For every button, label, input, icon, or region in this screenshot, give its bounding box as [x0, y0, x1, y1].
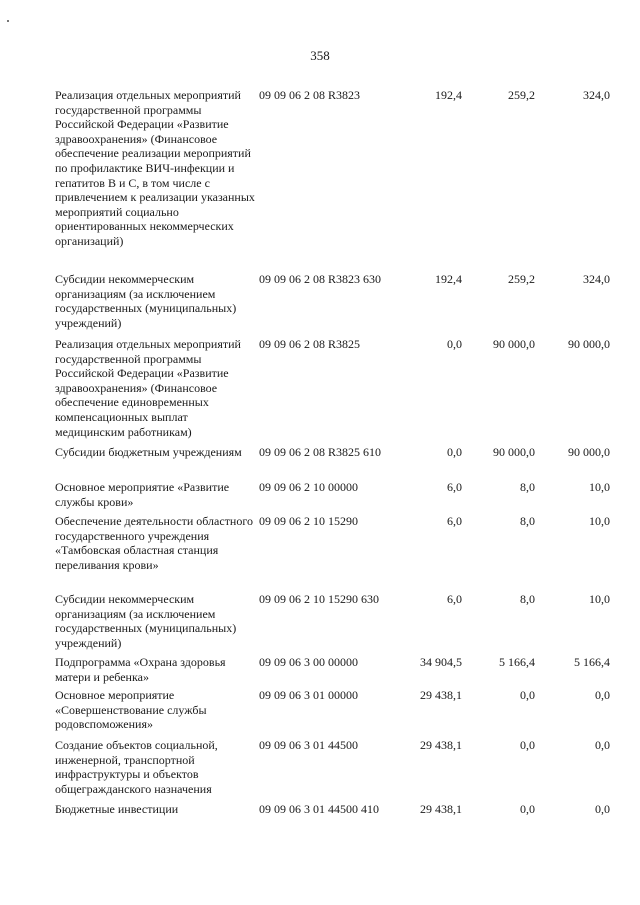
row-name: Создание объектов социальной, инженерной, транспортной инфраструктуры и объектов общегражданского назначения [55, 738, 218, 796]
row-value-2: 5 166,4 [499, 655, 535, 669]
scan-mark [7, 20, 9, 22]
row-name: Основное мероприятие «Развитие службы крови» [55, 480, 230, 509]
row-code: 09 09 06 2 08 R3823 630 [259, 272, 382, 286]
row-value-1: 6,0 [447, 480, 462, 494]
row-name: Основное мероприятие «Совершенствование службы родовспоможения» [55, 688, 207, 732]
row-name: Обеспечение деятельности областного государственного учреждения «Тамбовская областная станция переливания крови» [55, 514, 253, 572]
row-value-2: 0,0 [520, 738, 535, 752]
row-value-3: 0,0 [595, 738, 610, 752]
row-value-2: 259,2 [508, 88, 535, 102]
row-value-2: 0,0 [520, 688, 535, 702]
row-name: Подпрограмма «Охрана здоровья матери и ребенка» [55, 655, 226, 684]
row-name: Реализация отдельных мероприятий государственной программы Российской Федерации «Развитие здравоохранения» (Финансовое обеспечение единовременных компенсационных выплат медицинским работникам) [55, 337, 241, 439]
row-name: Субсидии некоммерческим организациям (за исключением государственных (муниципальных) учреждений) [55, 272, 237, 330]
row-value-3: 324,0 [583, 88, 610, 102]
row-value-3: 90 000,0 [568, 445, 610, 459]
row-value-1: 192,4 [435, 272, 462, 286]
row-value-1: 6,0 [447, 514, 462, 528]
row-value-1: 29 438,1 [420, 802, 462, 816]
row-name: Бюджетные инвестиции [55, 802, 179, 816]
row-value-3: 0,0 [595, 802, 610, 816]
row-name: Реализация отдельных мероприятий государственной программы Российской Федерации «Развитие здравоохранения» (Финансовое обеспечение реализации мероприятий по профилактике ВИЧ-инфекции и гепатитов В и С, в том числе с привлечением к реализации указанных мероприятий социально ориентированных некоммерческих организаций) [55, 88, 255, 248]
row-value-2: 8,0 [520, 514, 535, 528]
row-value-2: 0,0 [520, 802, 535, 816]
row-value-3: 10,0 [589, 592, 610, 606]
row-value-1: 0,0 [447, 337, 462, 351]
row-code: 09 09 06 3 00 00000 [259, 655, 358, 669]
row-value-2: 8,0 [520, 592, 535, 606]
row-value-2: 90 000,0 [493, 337, 535, 351]
row-value-1: 29 438,1 [420, 688, 462, 702]
row-code: 09 09 06 2 10 15290 [259, 514, 358, 528]
row-code: 09 09 06 2 10 15290 630 [259, 592, 379, 606]
row-value-2: 8,0 [520, 480, 535, 494]
row-value-1: 192,4 [435, 88, 462, 102]
row-code: 09 09 06 3 01 00000 [259, 688, 358, 702]
row-code: 09 09 06 2 08 R3825 [259, 337, 361, 351]
row-value-2: 90 000,0 [493, 445, 535, 459]
row-value-1: 29 438,1 [420, 738, 462, 752]
row-code: 09 09 06 3 01 44500 [259, 738, 358, 752]
row-value-3: 324,0 [583, 272, 610, 286]
row-value-3: 10,0 [589, 480, 610, 494]
row-value-2: 259,2 [508, 272, 535, 286]
row-name: Субсидии бюджетным учреждениям [55, 445, 242, 459]
row-value-3: 5 166,4 [574, 655, 610, 669]
row-name: Субсидии некоммерческим организациям (за исключением государственных (муниципальных) учреждений) [55, 592, 237, 650]
row-value-1: 0,0 [447, 445, 462, 459]
row-code: 09 09 06 2 10 00000 [259, 480, 358, 494]
row-value-1: 6,0 [447, 592, 462, 606]
row-value-3: 10,0 [589, 514, 610, 528]
row-code: 09 09 06 3 01 44500 410 [259, 802, 379, 816]
row-value-1: 34 904,5 [420, 655, 462, 669]
row-code: 09 09 06 2 08 R3825 610 [259, 445, 382, 459]
row-code: 09 09 06 2 08 R3823 [259, 88, 361, 102]
row-value-3: 90 000,0 [568, 337, 610, 351]
row-value-3: 0,0 [595, 688, 610, 702]
page-number: 358 [310, 48, 330, 63]
